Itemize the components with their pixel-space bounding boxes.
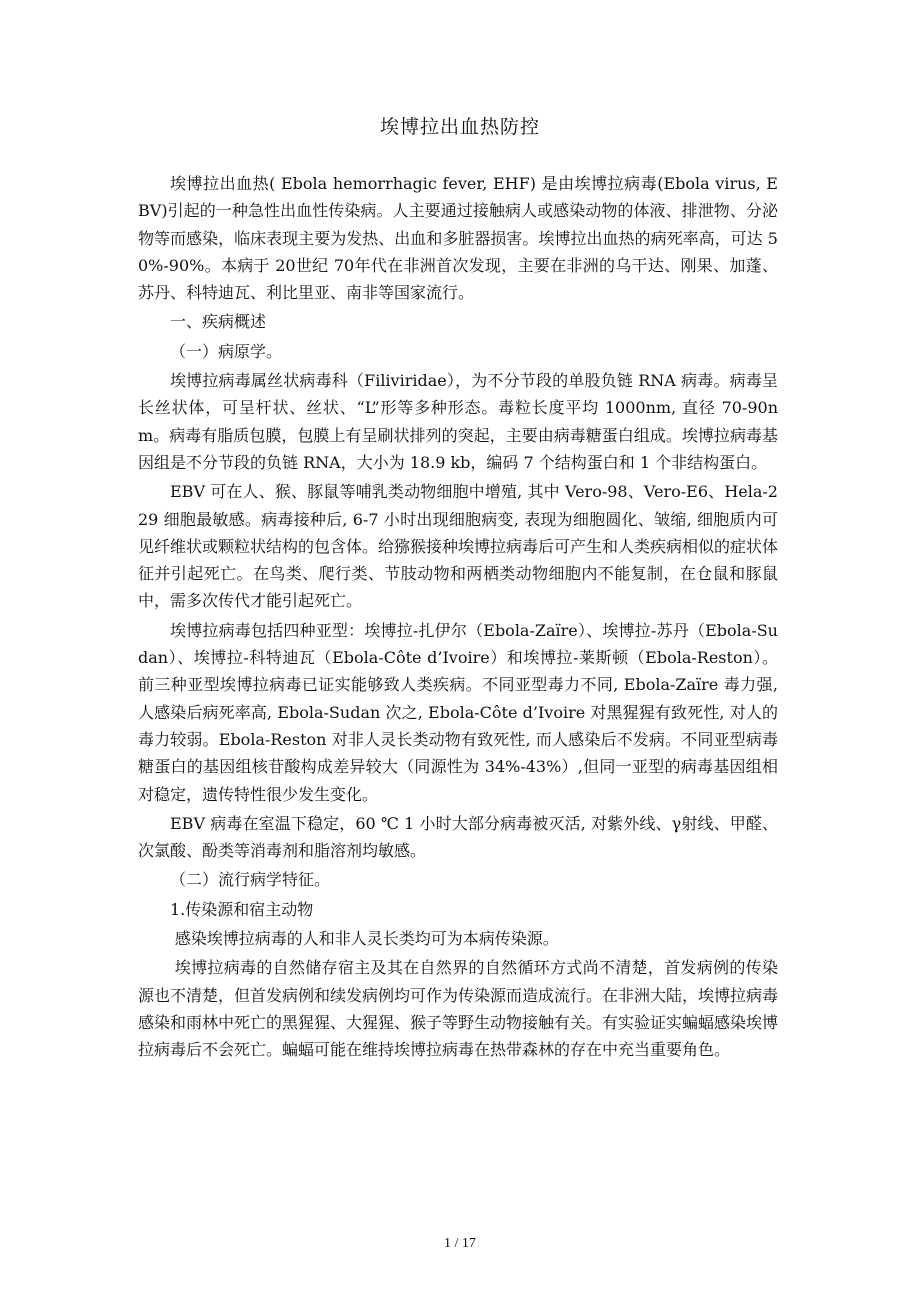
document-title: 埃博拉出血热防控 (379, 116, 540, 138)
subsection-heading-etiology: （一）病原学。 (170, 341, 283, 361)
section-heading-overview: 一、疾病概述 (170, 312, 267, 332)
paragraph-virus-structure: 埃博拉病毒属丝状病毒科（Filiviridae），为不分节段的单股负链 RNA 病毒。病毒呈长丝状体，可呈杆状、丝状、“L”形等多种形态。毒粒长度平均 1000nm, 直径 70-90nm。病毒有脂质包膜，包膜上有呈刷状排列的突起，主要由病毒糖蛋白组成。埃博拉病毒基因组是不分节段的负链 RNA，大小为 18.9 kb，编码 7 个结构蛋白和 1 个非结构蛋白。 (138, 371, 778, 472)
paragraph-natural-host: 埃博拉病毒的自然储存宿主及其在自然界的自然循环方式尚不清楚，首发病例的传染源也不清楚，但首发病例和续发病例均可作为传染源而造成流行。在非洲大陆，埃博拉病毒感染和雨林中死亡的黑猩猩、大猩猩、猴子等野生动物接触有关。有实验证实蝙蝠感染埃博拉病毒后不会死亡。蝙蝠可能在维持埃博拉病毒在热带森林的存在中充当重要角色。 (138, 958, 779, 1060)
paragraph-cell-culture: EBV 可在人、猴、豚鼠等哺乳类动物细胞中增殖, 其中 Vero-98、Vero-E6、Hela-229 细胞最敏感。病毒接种后, 6-7 小时出现细胞病变, 表现为细胞圆化、皱缩, 细胞质内可见纤维状或颗粒状结构的包含体。给猕猴接种埃博拉病毒后可产生和人类疾病相似的症状体征并引起死亡。在鸟类、爬行类、节肢动物和两栖类动物细胞内不能复制，在仓鼠和豚鼠中，需多次传代才能引起死亡。 (138, 482, 779, 611)
item-heading-infection-source: 1.传染源和宿主动物 (170, 899, 314, 919)
document-body (138, 170, 778, 1066)
subsection-heading-epidemiology: （二）流行病学特征。 (170, 870, 331, 890)
paragraph-stability: EBV 病毒在室温下稳定，60 ℃ 1 小时大部分病毒被灭活, 对紫外线、γ射线、甲醛、次氯酸、酚类等消毒剂和脂溶剂均敏感。 (138, 813, 778, 861)
paragraph-infection-source: 感染埃博拉病毒的人和非人灵长类均可为本病传染源。 (174, 929, 559, 949)
paragraph-intro: 埃博拉出血热( Ebola hemorrhagic fever, EHF) 是由埃博拉病毒(Ebola virus, EBV)引起的一种急性出血性传染病。人主要通过接触病人或感染动物的体液、排泄物、分泌物等而感染，临床表现主要为发热、出血和多脏器损害。埃博拉出血热的病死率高，可达 50%-90%。本病于 20世纪 70年代在非洲首次发现，主要在非洲的乌干达、刚果、加蓬、苏丹、科特迪瓦、利比里亚、南非等国家流行。 (138, 174, 778, 303)
paragraph-subtypes: 埃博拉病毒包括四种亚型：埃博拉-扎伊尔（Ebola-Zaïre）、埃博拉-苏丹（Ebola-Sudan）、埃博拉-科特迪瓦（Ebola-Côte d’Ivoire）和埃博拉-莱斯顿（Ebola-Reston）。前三种亚型埃博拉病毒已证实能够致人类疾病。不同亚型毒力不同, Ebola-Zaïre 毒力强, 人感染后病死率高, Ebola-Sudan 次之, Ebola-Côte d’Ivoire 对黑猩猩有致死性, 对人的毒力较弱。Ebola-Reston 对非人灵长类动物有致死性, 而人感染后不发病。不同亚型病毒糖蛋白的基因组核苷酸构成差异较大（同源性为 34%-43%）,但同一亚型的病毒基因组相对稳定，遗传特性很少发生变化。 (138, 620, 778, 804)
page-number: 1 / 17 (444, 1236, 476, 1251)
